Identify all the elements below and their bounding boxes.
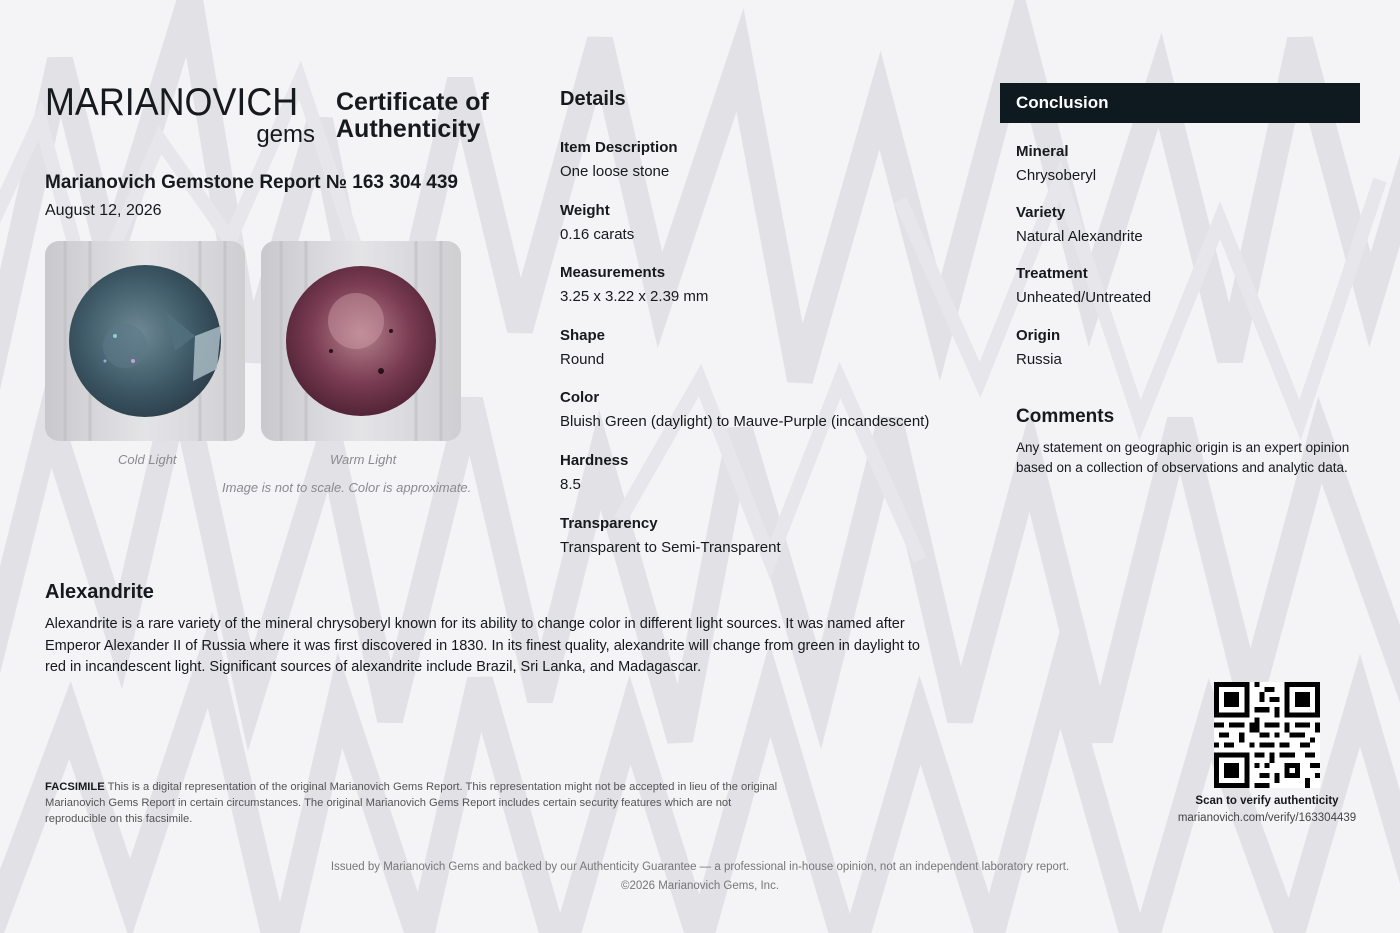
gem-info-heading: Alexandrite: [45, 581, 154, 603]
conclusion-header: [1000, 83, 1360, 123]
verify-url-link[interactable]: marianovich.com/verify/163304439: [1177, 812, 1357, 824]
cold-light-caption: Cold Light: [118, 452, 177, 467]
stone-image-warm-light: [261, 241, 461, 441]
detail-value-measurements: 3.25 x 3.22 x 2.39 mm: [560, 288, 709, 305]
details-heading: Details: [560, 88, 626, 110]
warm-light-caption: Warm Light: [330, 452, 397, 467]
detail-value-weight: 0.16 carats: [560, 226, 635, 243]
conclusion-label-variety: Variety: [1016, 204, 1066, 221]
conclusion-label-treatment: Treatment: [1016, 265, 1088, 282]
brand-logo-text: MARIANOVICH: [45, 81, 299, 124]
stone-image-cold-light: [45, 241, 245, 441]
detail-value-item-description: One loose stone: [560, 163, 670, 180]
footer-guarantee: Issued by Marianovich Gems and backed by our Authenticity Guarantee — a professional in-house opinion, not an independent laboratory report.: [330, 861, 1070, 873]
facsimile-disclaimer: [45, 779, 785, 827]
detail-value-hardness: 8.5: [560, 476, 581, 493]
detail-value-shape: Round: [560, 351, 605, 368]
gem-info-text: Alexandrite is a rare variety of the mineral chrysoberyl known for its ability to change color in different light sources. It was named after Emperor Alexander II of Russia where it was first discovered in 1830. In its finest quality, alexandrite will change from green in daylight to red in incandescent light. Significant sources of alexandrite include Brazil, Sri Lanka, and Madagascar.: [45, 616, 920, 675]
detail-label-measurements: Measurements: [560, 264, 666, 281]
conclusion-value-mineral: Chrysoberyl: [1016, 167, 1097, 184]
brand-logo: [45, 80, 315, 150]
qr-verify-label: Scan to verify authenticity: [1195, 795, 1339, 807]
detail-label-transparency: Transparency: [560, 515, 658, 532]
certificate-title-line2: Authenticity: [336, 115, 481, 143]
detail-label-hardness: Hardness: [560, 452, 629, 469]
comments-heading: Comments: [1016, 406, 1115, 427]
conclusion-label-mineral: Mineral: [1016, 143, 1069, 160]
comments-text: Any statement on geographic origin is an expert opinion based on a collection of observations and analytic data.: [1016, 440, 1350, 475]
footer-copyright: ©2026 Marianovich Gems, Inc.: [620, 880, 780, 892]
detail-label-weight: Weight: [560, 202, 610, 219]
report-title: Marianovich Gemstone Report № 163 304 439: [45, 172, 458, 193]
conclusion-value-origin: Russia: [1016, 351, 1062, 368]
certificate-title: [336, 89, 489, 143]
detail-value-color: Bluish Green (daylight) to Mauve-Purple (incandescent): [560, 413, 930, 430]
facsimile-text: This is a digital representation of the original Marianovich Gems Report. This representation might not be accepted in lieu of the original Marianovich Gems Report in certain circumstances. The original Marianovich Gems Report includes certain security features which are not reproducible on this facsimile.: [45, 781, 778, 825]
detail-label-color: Color: [560, 389, 600, 406]
qr-code[interactable]: [1214, 682, 1320, 788]
conclusion-value-variety: Natural Alexandrite: [1016, 228, 1143, 245]
conclusion-heading: Conclusion: [1016, 93, 1109, 112]
brand-logo-sub: gems: [256, 121, 315, 148]
certificate-title-line1: Certificate of: [336, 88, 489, 116]
conclusion-value-treatment: Unheated/Untreated: [1016, 289, 1152, 306]
facsimile-label: FACSIMILE: [45, 781, 105, 793]
conclusion-label-origin: Origin: [1016, 327, 1061, 344]
detail-value-transparency: Transparent to Semi-Transparent: [560, 539, 781, 556]
detail-label-shape: Shape: [560, 327, 606, 344]
image-scale-note: Image is not to scale. Color is approximate.: [222, 480, 472, 495]
report-date: August 12, 2026: [45, 202, 162, 219]
detail-label-item-description: Item Description: [560, 139, 678, 156]
